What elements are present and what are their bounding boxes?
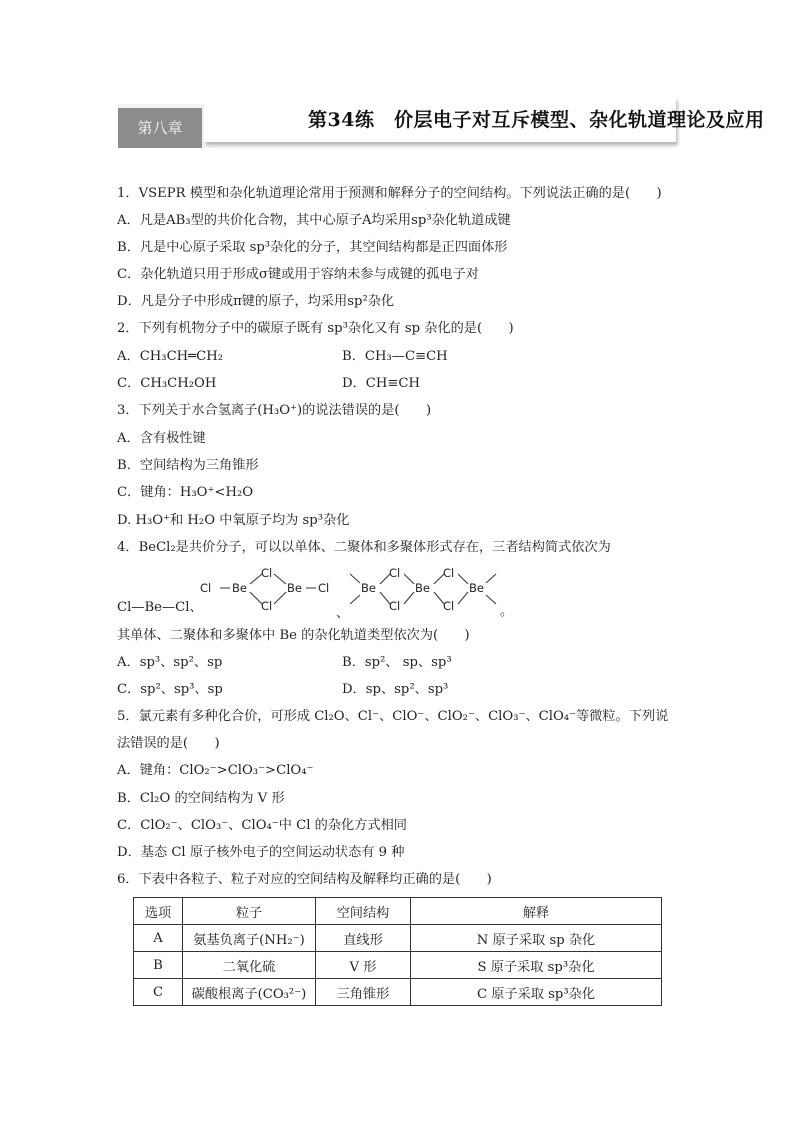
- polymer-be-2: Be: [415, 581, 430, 595]
- table-cell: S 原子采取 sp³杂化: [411, 952, 662, 979]
- table-header-cell: 空间结构: [316, 898, 411, 925]
- q3-option-c: C．键角：H₃O⁺<H₂O: [117, 485, 254, 500]
- q4-option-d: D．sp、sp²、sp³: [342, 682, 449, 697]
- q6-stem: 6．下表中各粒子、粒子对应的空间结构及解释均正确的是( ): [117, 872, 492, 887]
- q4-stem2: 其单体、二聚体和多聚体中 Be 的杂化轨道类型依次为( ): [117, 628, 470, 643]
- q4-option-c: C．sp²、sp³、sp: [117, 682, 223, 697]
- q6-table: [133, 897, 662, 1006]
- table-cell: N 原子采取 sp 杂化: [411, 925, 662, 952]
- q5-stem-line1: 5．氯元素有多种化合价，可形成 Cl₂O、Cl⁻、ClO⁻、ClO₂⁻、ClO₃⁻、ClO₄⁻等微粒。下列说: [117, 709, 669, 724]
- table-header-cell: 选项: [134, 898, 183, 925]
- dimer-cl-top: Cl: [261, 566, 273, 580]
- q1-stem: 1．VSEPR 模型和杂化轨道理论常用于预测和解释分子的空间结构。下列说法正确的是( ): [117, 186, 662, 201]
- banner-title-box: [204, 98, 765, 142]
- q4-stem: 4．BeCl₂是共价分子，可以以单体、二聚体和多聚体形式存在，三者结构简式依次为: [117, 540, 611, 555]
- table-cell: B: [134, 952, 183, 979]
- table-cell: 三角锥形: [316, 979, 411, 1006]
- table-header-cell: 粒子: [183, 898, 316, 925]
- q3-stem: 3．下列关于水合氢离子(H₃O⁺)的说法错误的是( ): [117, 403, 432, 418]
- q1-option-d: D．凡是分子中形成π键的原子，均采用sp²杂化: [117, 294, 395, 309]
- q2-option-a: A．CH₃CH═CH₂: [117, 349, 223, 364]
- dimer-be-left: Be: [232, 581, 247, 595]
- q2-option-b: B．CH₃—C≡CH: [342, 349, 448, 364]
- page-title: 第34练 价层电子对互斥模型、杂化轨道理论及应用: [308, 109, 765, 131]
- q3-option-b: B．空间结构为三角锥形: [117, 458, 259, 473]
- q5-option-c: C．ClO₂⁻、ClO₃⁻、ClO₄⁻中 Cl 的杂化方式相同: [117, 818, 407, 833]
- table-header-cell: 解释: [411, 898, 662, 925]
- chapter-tag: 第八章: [118, 108, 202, 148]
- dimer-structure: [198, 566, 340, 612]
- table-cell: 碳酸根离子(CO₃²⁻): [183, 979, 316, 1006]
- q5-option-b: B．Cl₂O 的空间结构为 V 形: [117, 791, 285, 806]
- chapter-banner: [118, 98, 765, 148]
- dimer-cl-left: Cl: [200, 581, 212, 595]
- table-cell: 二氧化硫: [183, 952, 316, 979]
- q3-option-d: D. H₃O⁺和 H₂O 中氧原子均为 sp³杂化: [117, 513, 350, 528]
- q1-option-a: A．凡是AB₃型的共价化合物，其中心原子A均采用sp³杂化轨道成键: [117, 213, 511, 228]
- polymer-cl-top-1: Cl: [389, 566, 401, 580]
- q4-separator: 、: [336, 606, 350, 621]
- dimer-cl-right: Cl: [318, 581, 330, 595]
- table-row: [134, 925, 662, 952]
- dimer-cl-bottom: Cl: [261, 599, 273, 612]
- q3-option-a: A．含有极性键: [117, 431, 206, 446]
- polymer-be-3: Be: [469, 581, 484, 595]
- table-cell: C 原子采取 sp³杂化: [411, 979, 662, 1006]
- table-row: [134, 979, 662, 1006]
- polymer-cl-bottom-2: Cl: [443, 599, 455, 612]
- table-cell: A: [134, 925, 183, 952]
- q4-option-b: B．sp²、 sp、sp³: [342, 655, 452, 670]
- polymer-be-1: Be: [361, 581, 376, 595]
- table-row: [134, 952, 662, 979]
- q5-stem-line2: 法错误的是( ): [117, 736, 220, 751]
- q5-option-d: D．基态 Cl 原子核外电子的空间运动状态有 9 种: [117, 845, 405, 860]
- polymer-cl-top-2: Cl: [443, 566, 455, 580]
- q2-option-c: C．CH₃CH₂OH: [117, 376, 217, 391]
- table-header-row: [134, 898, 662, 925]
- q2-option-d: D．CH≡CH: [342, 376, 420, 391]
- q1-option-b: B．凡是中心原子采取 sp³杂化的分子，其空间结构都是正四面体形: [117, 240, 508, 255]
- q4-monomer: Cl—Be—Cl、: [117, 600, 203, 615]
- dimer-be-right: Be: [287, 581, 302, 595]
- table-cell: C: [134, 979, 183, 1006]
- q5-option-a: A．键角：ClO₂⁻>ClO₃⁻>ClO₄⁻: [117, 763, 314, 778]
- q4-option-a: A．sp³、sp²、sp: [117, 655, 223, 670]
- table-cell: 直线形: [316, 925, 411, 952]
- polymer-cl-bottom-1: Cl: [389, 599, 401, 612]
- q4-end: 。: [500, 604, 514, 619]
- table-cell: V 形: [316, 952, 411, 979]
- q1-option-c: C．杂化轨道只用于形成σ键或用于容纳未参与成键的孤电子对: [117, 267, 479, 282]
- q2-stem: 2．下列有机物分子中的碳原子既有 sp³杂化又有 sp 杂化的是( ): [117, 321, 514, 336]
- polymer-structure: [346, 566, 506, 612]
- table-cell: 氨基负离子(NH₂⁻): [183, 925, 316, 952]
